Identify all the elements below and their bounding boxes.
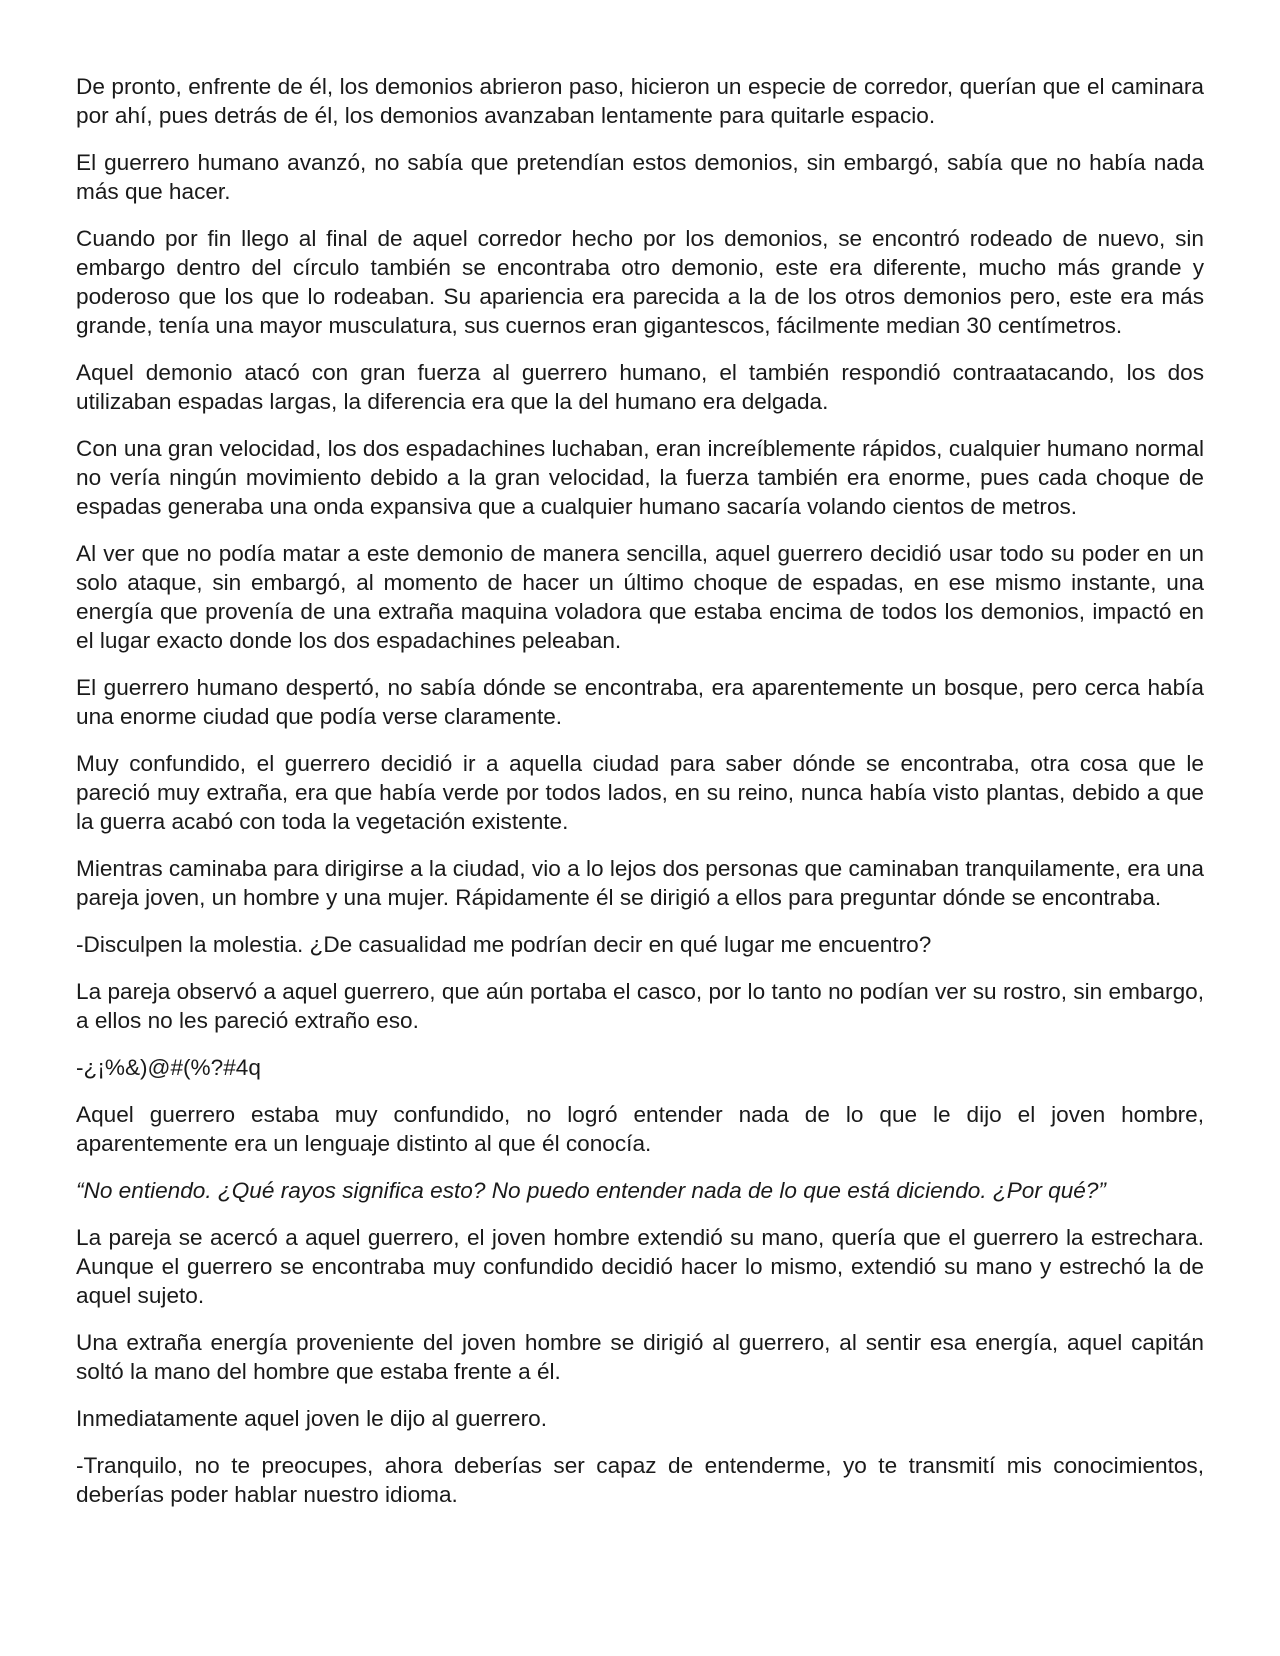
- paragraph: El guerrero humano avanzó, no sabía que pretendían estos demonios, sin embargó, sabía que no había nada más que hacer.: [76, 150, 1204, 204]
- paragraph: Aquel demonio atacó con gran fuerza al guerrero humano, el también respondió contraatacando, los dos utilizaban espadas largas, la diferencia era que la del humano era delgada.: [76, 360, 1204, 414]
- paragraph: La pareja observó a aquel guerrero, que aún portaba el casco, por lo tanto no podían ver su rostro, sin embargo, a ellos no les pareció extraño eso.: [76, 979, 1204, 1033]
- paragraph: Mientras caminaba para dirigirse a la ciudad, vio a lo lejos dos personas que caminaban tranquilamente, era una pareja joven, un hombre y una mujer. Rápidamente él se dirigió a ellos para preguntar dónde se encontraba.: [76, 856, 1204, 910]
- document-page: [76, 72, 1204, 1527]
- dialogue-line: -Tranquilo, no te preocupes, ahora deberías ser capaz de entenderme, yo te transmití mis conocimientos, deberías poder hablar nuestro idioma.: [76, 1453, 1204, 1507]
- paragraph: El guerrero humano despertó, no sabía dónde se encontraba, era aparentemente un bosque, pero cerca había una enorme ciudad que podía verse claramente.: [76, 675, 1204, 729]
- paragraph: Con una gran velocidad, los dos espadachines luchaban, eran increíblemente rápidos, cualquier humano normal no vería ningún movimiento debido a la gran velocidad, la fuerza también era enorme, pues cada choque de espadas generaba una onda expansiva que a cualquier humano sacaría volando cientos de metros.: [76, 436, 1204, 519]
- paragraph: La pareja se acercó a aquel guerrero, el joven hombre extendió su mano, quería que el guerrero la estrechara. Aunque el guerrero se encontraba muy confundido decidió hacer lo mismo, extendió su mano y estrechó la de aquel sujeto.: [76, 1225, 1204, 1308]
- dialogue-line: -Disculpen la molestia. ¿De casualidad me podrían decir en qué lugar me encuentro?: [76, 932, 932, 957]
- paragraph: Cuando por fin llego al final de aquel corredor hecho por los demonios, se encontró rodeado de nuevo, sin embargo dentro del círculo también se encontraba otro demonio, este era diferente, mucho más grande y poderoso que los que lo rodeaban. Su apariencia era parecida a la de los otros demonios pero, este era más grande, tenía una mayor musculatura, sus cuernos eran gigantescos, fácilmente median 30 centímetros.: [76, 226, 1204, 338]
- paragraph: Inmediatamente aquel joven le dijo al guerrero.: [76, 1406, 547, 1431]
- paragraph: Aquel guerrero estaba muy confundido, no logró entender nada de lo que le dijo el joven hombre, aparentemente era un lenguaje distinto al que él conocía.: [76, 1102, 1204, 1156]
- dialogue-line: -¿¡%&)@#(%?#4q: [76, 1055, 261, 1080]
- paragraph: Muy confundido, el guerrero decidió ir a aquella ciudad para saber dónde se encontraba, otra cosa que le pareció muy extraña, era que había verde por todos lados, en su reino, nunca había visto plantas, debido a que la guerra acabó con toda la vegetación existente.: [76, 751, 1204, 834]
- paragraph: De pronto, enfrente de él, los demonios abrieron paso, hicieron un especie de corredor, querían que el caminara por ahí, pues detrás de él, los demonios avanzaban lentamente para quitarle espacio.: [76, 74, 1204, 128]
- paragraph: Al ver que no podía matar a este demonio de manera sencilla, aquel guerrero decidió usar todo su poder en un solo ataque, sin embargó, al momento de hacer un último choque de espadas, en ese mismo instante, una energía que provenía de una extraña maquina voladora que estaba encima de todos los demonios, impactó en el lugar exacto donde los dos espadachines peleaban.: [76, 541, 1204, 653]
- inner-thought-paragraph: “No entiendo. ¿Qué rayos significa esto? No puedo entender nada de lo que está diciendo. ¿Por qué?”: [76, 1178, 1106, 1203]
- paragraph: Una extraña energía proveniente del joven hombre se dirigió al guerrero, al sentir esa energía, aquel capitán soltó la mano del hombre que estaba frente a él.: [76, 1330, 1204, 1384]
